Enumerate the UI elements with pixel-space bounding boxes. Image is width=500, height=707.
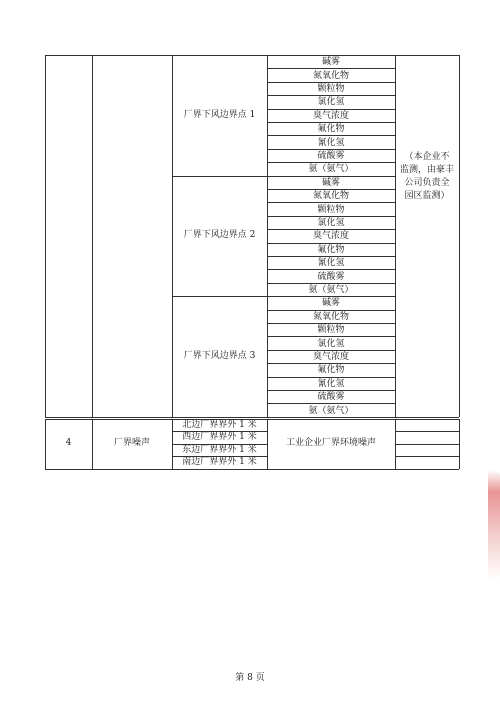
note-line: （本企业不 — [404, 152, 450, 163]
table-bottom-border — [45, 469, 459, 470]
pollutant-item: 氯化氢 — [317, 338, 345, 349]
pollutant-item: 氮氧化物 — [312, 311, 349, 322]
pollutant-item: 氟化物 — [317, 244, 345, 255]
pollutant-item: 氨（氨气） — [308, 164, 354, 175]
noise-item: 工业企业厂界环境噪声 — [285, 438, 376, 449]
item-row-line — [267, 323, 395, 324]
item-row-line — [267, 403, 395, 404]
pollutant-item: 臭气浓度 — [312, 231, 349, 242]
pollutant-item: 颗粒物 — [317, 84, 345, 94]
note-line: 园区监测） — [404, 191, 450, 202]
pollutant-item: 氨（氨气） — [308, 285, 354, 295]
column-line — [395, 55, 396, 417]
column-line — [45, 55, 46, 417]
table-top-border — [45, 55, 459, 56]
pollutant-item: 氮氧化物 — [312, 70, 349, 81]
group-separator — [172, 296, 395, 297]
item-row-line — [267, 189, 395, 190]
seal-stamp-edge — [488, 470, 500, 580]
pollutant-item: 颗粒物 — [317, 204, 345, 215]
pollutant-item: 氯化氢 — [317, 218, 345, 228]
item-row-line — [267, 269, 395, 270]
pollutant-item: 氮氧化物 — [312, 191, 349, 202]
column-line — [459, 55, 460, 417]
monitor-point-name: 厂界下风边界点 2 — [183, 230, 256, 241]
column-line — [92, 55, 93, 417]
pollutant-item: 氯化氢 — [317, 97, 345, 108]
item-row-line — [267, 122, 395, 123]
group-separator — [172, 176, 395, 177]
monitor-point-name: 厂界下风边界点 1 — [183, 109, 256, 120]
noise-point: 北边厂界界外 1 米 — [182, 419, 257, 430]
monitoring-note — [397, 151, 457, 203]
noise-row-line — [395, 456, 459, 457]
noise-point: 东边厂界界外 1 米 — [182, 444, 257, 455]
pollutant-item: 氰化氢 — [317, 258, 345, 269]
item-row-line — [267, 68, 395, 69]
noise-point: 南边厂界界外 1 米 — [182, 457, 257, 468]
noise-point: 西边厂界界外 1 米 — [182, 432, 257, 443]
pollutant-item: 碱雾 — [321, 177, 340, 188]
pollutant-item: 氰化氢 — [317, 378, 345, 389]
page-number: 第 8 页 — [235, 673, 265, 683]
pollutant-item: 氰化氢 — [317, 137, 345, 148]
pollutant-item: 碱雾 — [321, 57, 340, 68]
pollutant-item: 臭气浓度 — [312, 352, 349, 362]
pollutant-item: 硫酸雾 — [317, 151, 345, 161]
monitor-point-name: 厂界下风边界点 3 — [183, 351, 256, 361]
item-row-line — [267, 135, 395, 136]
note-line: 公司负责全 — [404, 178, 450, 189]
section-separator — [45, 417, 459, 418]
pollutant-item: 氨（氨气） — [308, 405, 354, 416]
note-line: 监测，由豪丰 — [399, 165, 454, 176]
item-row-line — [267, 336, 395, 337]
noise-row-line — [395, 444, 459, 445]
item-row-line — [267, 202, 395, 203]
item-row-line — [267, 390, 395, 391]
item-row-line — [267, 310, 395, 311]
pollutant-item: 硫酸雾 — [317, 271, 345, 282]
pollutant-item: 氟化物 — [317, 365, 345, 376]
item-row-line — [267, 256, 395, 257]
pollutant-item: 硫酸雾 — [317, 392, 345, 403]
monitor-category: 厂界噪声 — [113, 438, 150, 449]
item-row-line — [267, 377, 395, 378]
item-row-line — [267, 283, 395, 284]
item-row-line — [267, 82, 395, 83]
column-line — [459, 419, 460, 469]
row-index: 4 — [65, 438, 72, 449]
pollutant-item: 氟化物 — [317, 124, 345, 135]
pollutant-item: 臭气浓度 — [312, 110, 349, 121]
item-row-line — [267, 149, 395, 150]
pollutant-item: 颗粒物 — [317, 325, 345, 336]
item-row-line — [267, 243, 395, 244]
item-row-line — [267, 109, 395, 110]
noise-row-line — [395, 431, 459, 432]
item-row-line — [267, 216, 395, 217]
pollutant-item: 碱雾 — [321, 298, 340, 309]
item-row-line — [267, 350, 395, 351]
